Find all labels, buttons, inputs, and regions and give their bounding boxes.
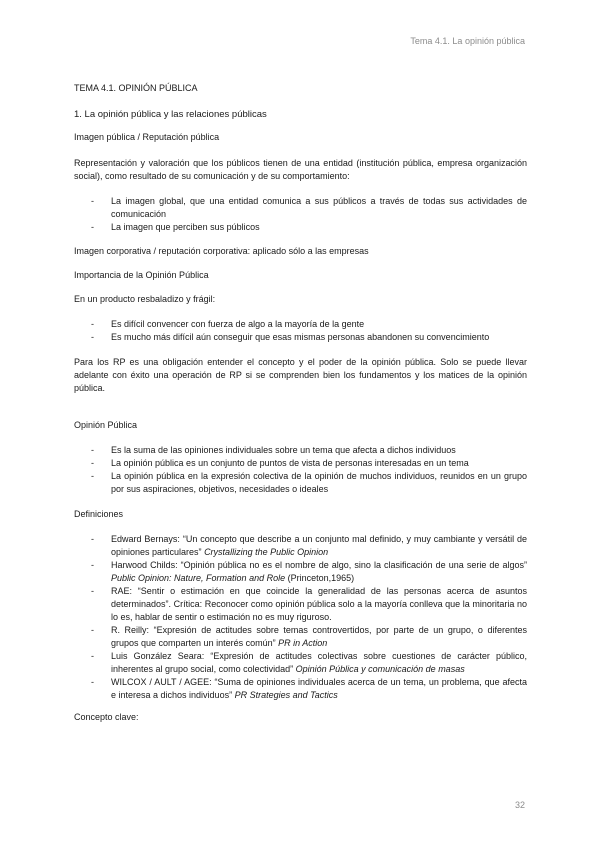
main-title: TEMA 4.1. OPINIÓN PÚBLICA [74,83,198,93]
para-producto: En un producto resbaladizo y frágil: [74,294,216,304]
list-item: - La opinión pública en la expresión colectiva de la opinión de muchos individuos, reunidos en un grupo por sus aspiraciones, objetivos, necesidades o ideales [74,470,527,496]
running-header: Tema 4.1. La opinión pública [410,36,525,46]
definition-text: R. Reilly: “Expresión de actitudes sobre temas controvertidos, por parte de un grupo, o diferentes grupos que comparten un interés común” [111,625,527,648]
page-number: 32 [514,800,525,810]
para-rp: Para los RP es una obligación entender el concepto y el poder de la opinión pública. Solo se puede llevar adelante con éxito una operación de RP si se comprenden bien los fundamentos y los matices de la opinión pública. [74,357,527,393]
list-item: - La opinión pública es un conjunto de puntos de vista de personas interesadas en un tema [74,457,527,470]
list-item: - Es la suma de las opiniones individuales sobre un tema que afecta a dichos individuos [74,444,527,457]
definition-source: Public Opinion: Nature, Formation and Role [111,573,286,583]
definition-item [74,676,527,702]
definition-item [74,585,527,624]
section-title: 1. La opinión pública y las relaciones públicas [74,109,267,120]
definition-text: Edward Bernays: “Un concepto que describe a un conjunto mal definido, y muy cambiante y versátil de opiniones particulares” [111,534,527,557]
list-definiciones [74,533,527,702]
definition-item [74,650,527,676]
subheading-importancia: Importancia de la Opinión Pública [74,270,209,280]
subheading-concepto: Concepto clave: [74,712,139,722]
list-item: - La imagen que perciben sus públicos [74,221,527,234]
definition-item [74,533,527,559]
list-item: - La imagen global, que una entidad comunica a sus públicos a través de todas sus actividades de comunicación [74,195,527,221]
subheading-opinion: Opinión Pública [74,420,138,430]
definition-text: Luis González Seara: “Expresión de actitudes colectivas sobre cuestiones de carácter público, inherentes al grupo social, como colectividad” [111,651,527,674]
page-body [74,82,527,724]
definition-item [74,624,527,650]
list-item: - Es mucho más difícil aún conseguir que esas mismas personas abandonen su convencimiento [74,331,527,344]
definition-source: Crystallizing the Public Opinion [204,547,329,557]
list-imagen [74,195,527,234]
definition-suffix: (Princeton,1965) [285,573,355,583]
definition-text: Harwood Childs: “Opinión pública no es el nombre de algo, sino la clasificación de una serie de algos” [111,560,527,570]
list-opinion [74,444,527,496]
para-representacion: Representación y valoración que los públicos tienen de una entidad (institución pública, empresa organización social), como resultado de su comunicación y de su comportamiento: [74,158,527,181]
list-item: - Es difícil convencer con fuerza de algo a la mayoría de la gente [74,318,527,331]
list-producto [74,318,527,344]
definition-source: PR Strategies and Tactics [234,690,338,700]
definition-text: WILCOX / AULT / AGEE: “Suma de opiniones individuales acerca de un tema, un problema, que afecta e interesa a dichos individuos” [111,677,527,700]
definition-source: PR in Action [278,638,328,648]
definition-source: Opinión Pública y comunicación de masas [295,664,465,674]
subheading-definiciones: Definiciones [74,509,124,519]
definition-text: RAE: “Sentir o estimación en que coincide la generalidad de las personas acerca de asuntos determinados”. Crítica: Reconocer como opinión pública solo a la mayoría conlleva que la minoritaria no lo es, hablar de sentir o estimación no es muy riguroso. [111,586,527,622]
definition-item [74,559,527,585]
subheading-imagen: Imagen pública / Reputación pública [74,132,220,142]
para-corporativa: Imagen corporativa / reputación corporativa: aplicado sólo a las empresas [74,246,369,256]
